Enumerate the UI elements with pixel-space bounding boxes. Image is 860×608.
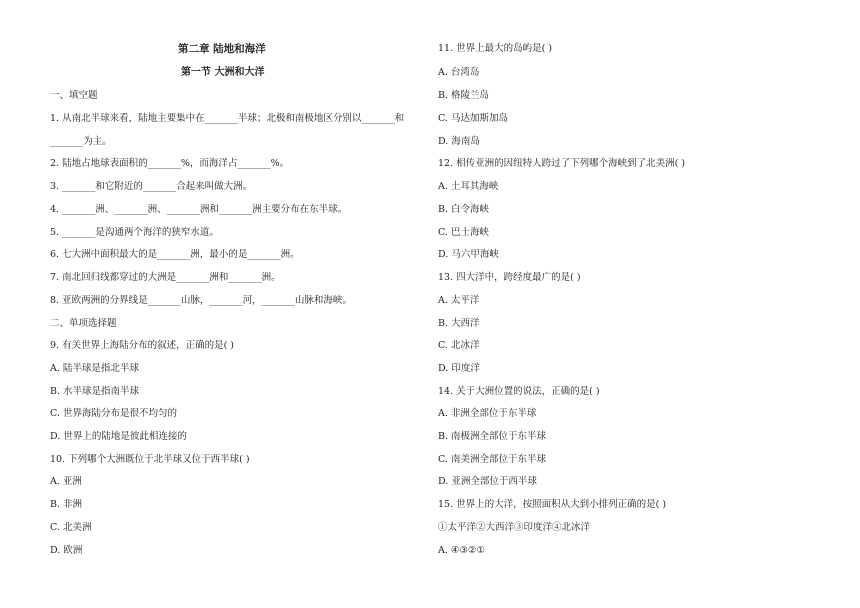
question-12-option-c: C. 巴士海峡: [438, 227, 489, 238]
question-13-option-c: C. 北冰洋: [438, 340, 480, 351]
question-10-stem: 10. 下列哪个大洲既位于北半球又位于西半球( ): [50, 454, 250, 465]
section-heading-fill-blank: 一、填空题: [50, 90, 98, 101]
question-12-option-d: D. 马六甲海峡: [438, 249, 499, 260]
question-9-option-b: B. 水半球是指南半球: [50, 386, 140, 397]
question-11-stem: 11. 世界上最大的岛屿是( ): [438, 43, 553, 54]
question-13-option-b: B. 大西洋: [438, 318, 480, 329]
question-15-option-a: A. ④③②①: [438, 545, 485, 556]
question-10-option-a: A. 亚洲: [50, 476, 82, 487]
question-15-ocean-list: ①太平洋②大西洋③印度洋④北冰洋: [438, 522, 591, 533]
question-11-option-a: A. 台湾岛: [438, 67, 480, 78]
question-1-line-1: 1. 从南北半球来看，陆地主要集中在_______半球；北极和南极地区分别以_______和: [50, 113, 405, 124]
question-15-stem: 15. 世界上的大洋，按照面积从大到小排列正确的是( ): [438, 499, 667, 510]
question-14-option-d: D. 亚洲全部位于西半球: [438, 476, 537, 487]
question-12-stem: 12. 相传亚洲的因纽特人跨过了下列哪个海峡到了北美洲( ): [438, 158, 686, 169]
question-13-option-d: D. 印度洋: [438, 363, 480, 374]
question-9-option-a: A. 陆半球是指北半球: [50, 363, 139, 374]
question-14-option-c: C. 南美洲全部位于东半球: [438, 454, 546, 465]
question-14-stem: 14. 关于大洲位置的说法，正确的是( ): [438, 386, 600, 397]
question-12-option-b: B. 白令海峡: [438, 204, 490, 215]
question-8: 8. 亚欧两洲的分界线是_______山脉，_______河，_______山脉和海峡。: [50, 295, 352, 306]
question-10-option-d: D. 欧洲: [50, 545, 83, 556]
question-11-option-b: B. 格陵兰岛: [438, 90, 490, 101]
question-3: 3. _______和它附近的_______合起来叫做大洲。: [50, 181, 253, 192]
section-subtitle: 第一节 大洲和大洋: [181, 67, 265, 78]
question-9-option-c: C. 世界海陆分布是很不均匀的: [50, 408, 177, 419]
question-12-option-a: A. 土耳其海峡: [438, 181, 499, 192]
section-heading-single-choice: 二、单项选择题: [50, 318, 117, 329]
question-1-line-2: _______为主。: [50, 136, 112, 147]
question-11-option-d: D. 海南岛: [438, 136, 480, 147]
question-5: 5. _______是沟通两个海洋的狭窄水道。: [50, 227, 219, 238]
question-4: 4. _______洲、_______洲、_______洲和_______洲主要分布在东半球。: [50, 204, 348, 215]
question-14-option-a: A. 非洲全部位于东半球: [438, 408, 537, 419]
question-13-option-a: A. 太平洋: [438, 295, 480, 306]
question-10-option-b: B. 非洲: [50, 499, 83, 510]
question-13-stem: 13. 四大洋中，跨经度最广的是( ): [438, 272, 581, 283]
question-6: 6. 七大洲中面积最大的是_______洲，最小的是_______洲。: [50, 249, 300, 260]
question-9-stem: 9. 有关世界上海陆分布的叙述，正确的是( ): [50, 340, 235, 351]
question-7: 7. 南北回归线都穿过的大洲是_______洲和_______洲。: [50, 272, 281, 283]
chapter-title: 第二章 陆地和海洋: [178, 43, 266, 55]
question-9-option-d: D. 世界上的陆地是彼此相连接的: [50, 431, 187, 442]
question-10-option-c: C. 北美洲: [50, 522, 92, 533]
question-11-option-c: C. 马达加斯加岛: [438, 113, 508, 124]
question-14-option-b: B. 南极洲全部位于东半球: [438, 431, 547, 442]
question-2: 2. 陆地占地球表面积的_______%，而海洋占_______%。: [50, 158, 290, 169]
